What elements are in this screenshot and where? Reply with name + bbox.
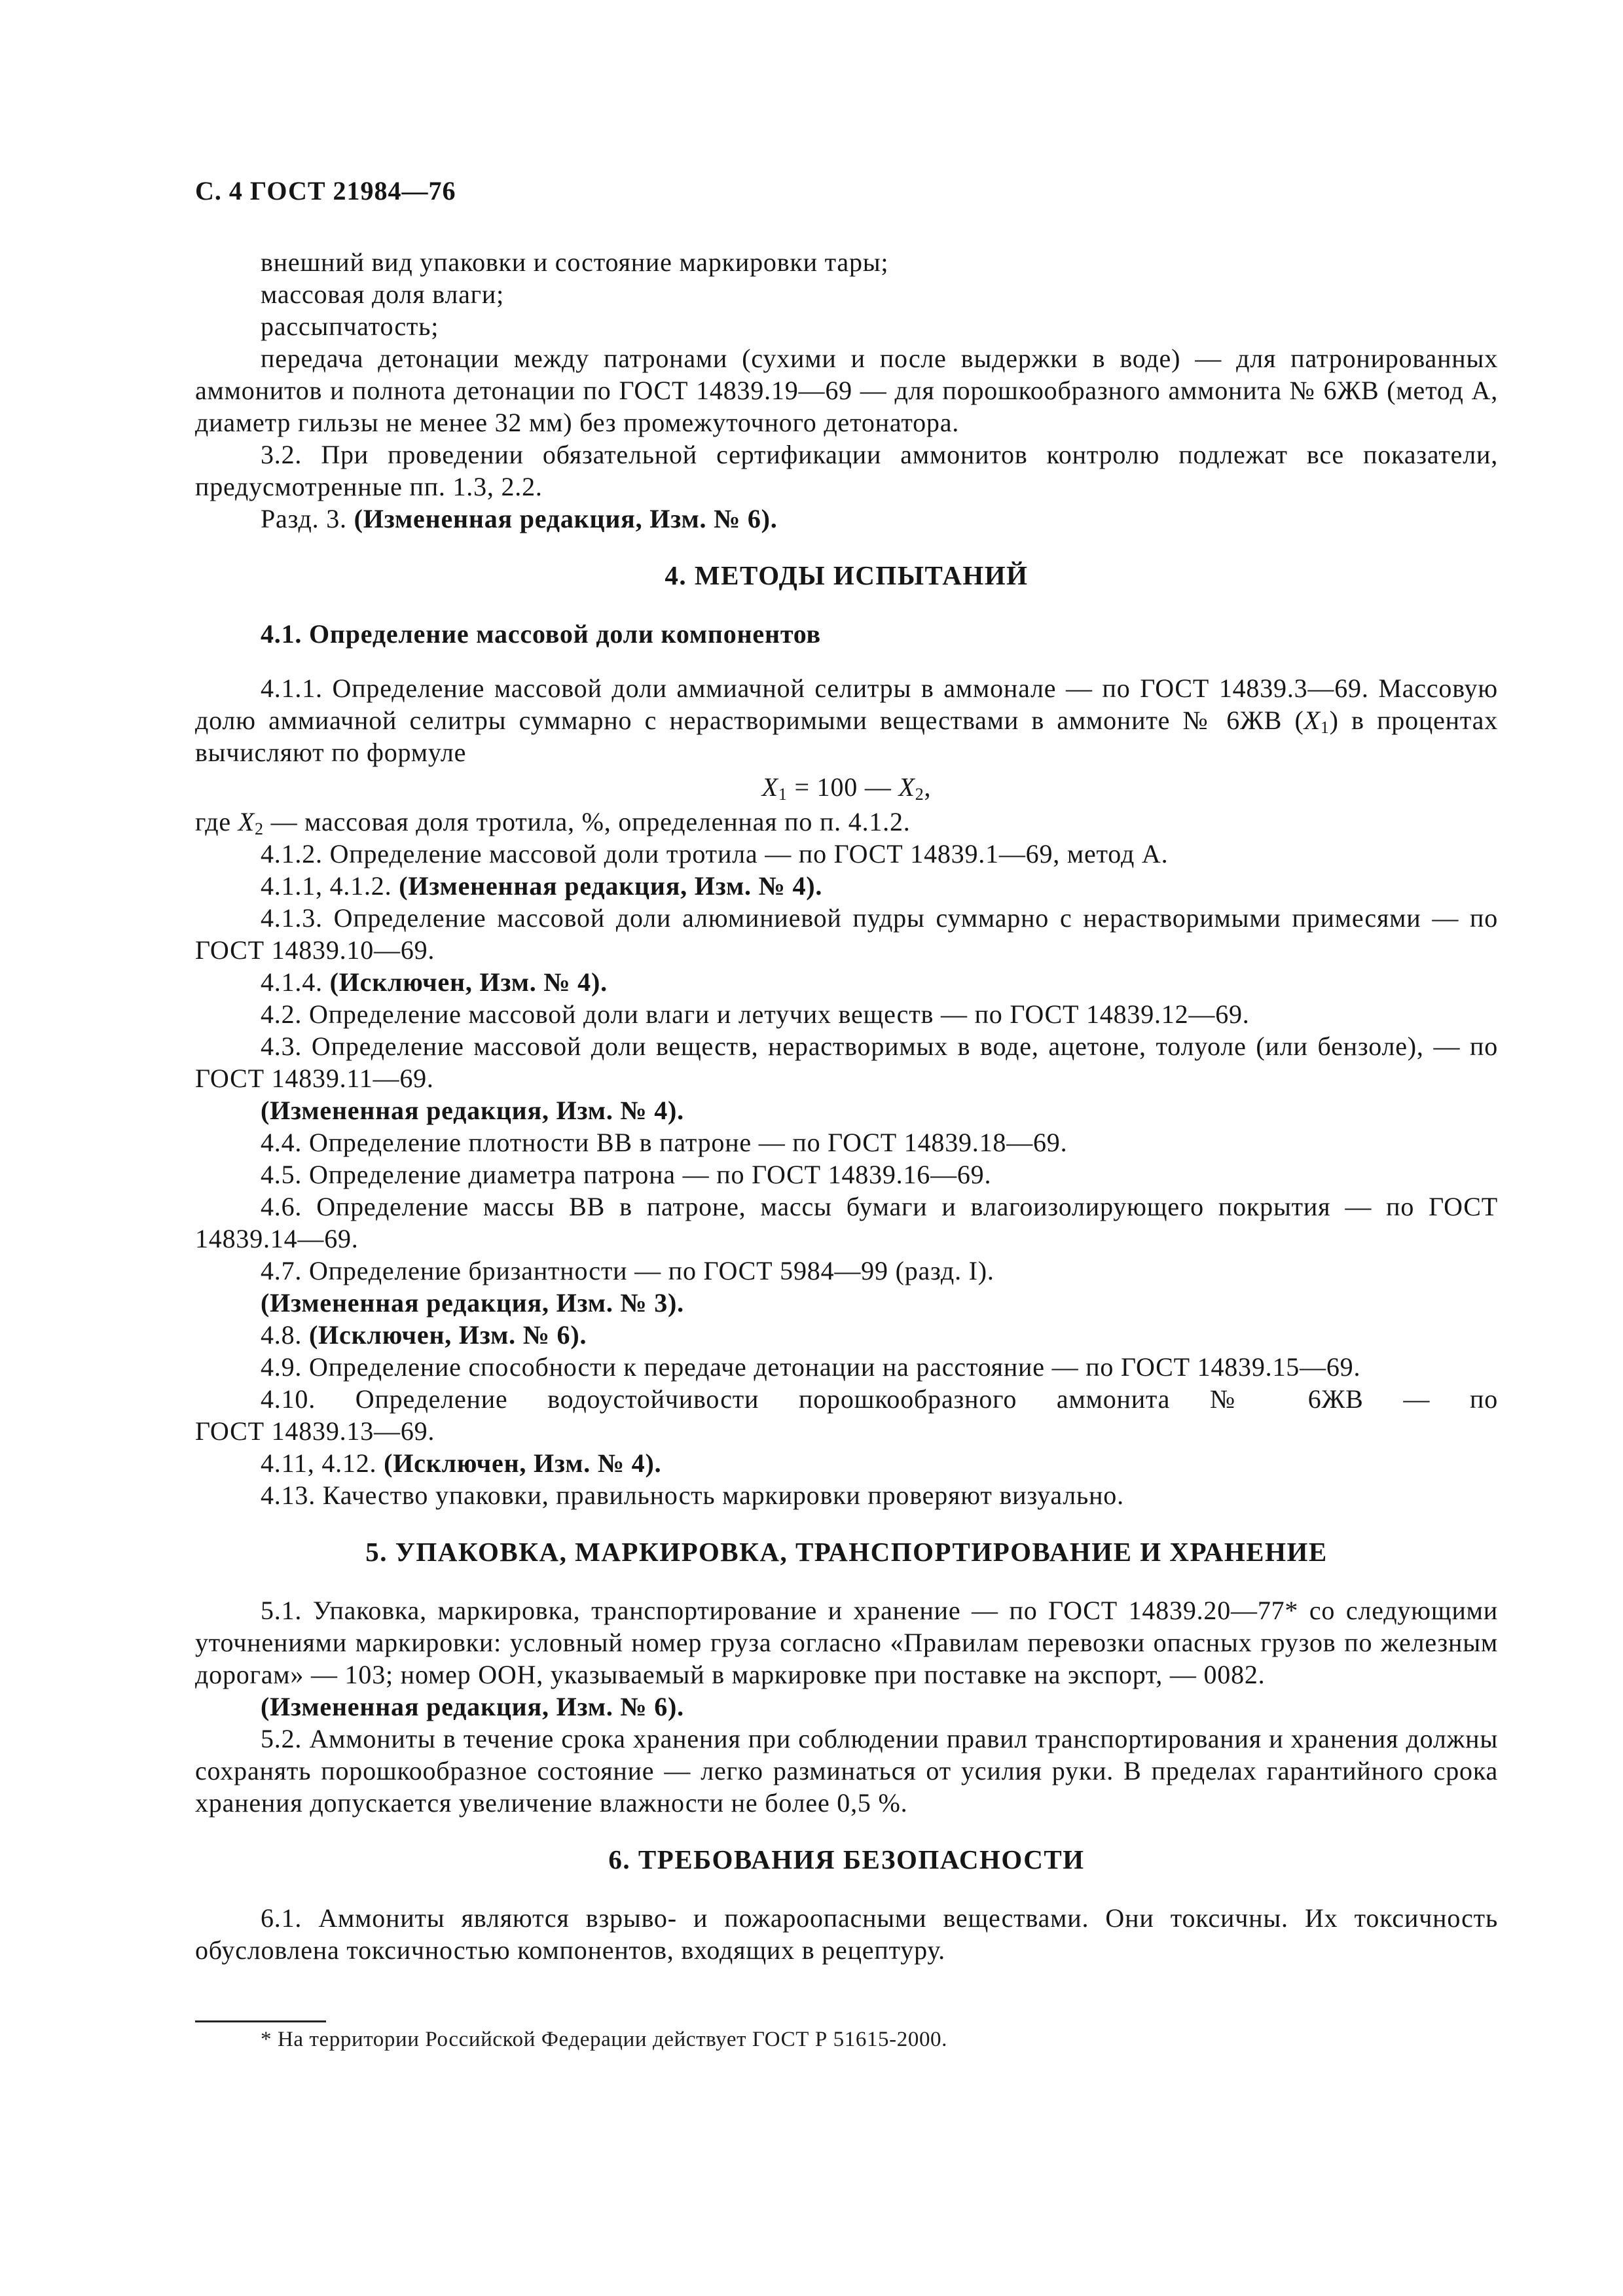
amendment-note-4-11 — [195, 1447, 1498, 1479]
amendment-bold: (Исключен, Изм. № 4). — [384, 1448, 662, 1478]
section-5-title: 5. УПАКОВКА, МАРКИРОВКА, ТРАНСПОРТИРОВАНИЕ И ХРАНЕНИЕ — [365, 1537, 1328, 1567]
paragraph-4-10-line2: ГОСТ 14839.13—69. — [195, 1416, 435, 1446]
amendment-bold: (Измененная редакция, Изм. № 4). — [399, 871, 823, 901]
formula-explanation — [195, 806, 1498, 838]
note-prefix: 4.8. — [261, 1320, 302, 1350]
amendment-note-4-7: (Измененная редакция, Изм. № 3). — [261, 1288, 684, 1318]
footnote: * На территории Российской Федерации действует ГОСТ Р 51615-2000. — [261, 2028, 947, 2051]
note-prefix: 4.11, 4.12. — [261, 1448, 377, 1478]
page-header: С. 4 ГОСТ 21984—76 — [195, 176, 456, 206]
text: ) в процентах вычисляют по формуле — [195, 706, 1498, 767]
formula-operator: = 100 — — [787, 772, 899, 802]
list-item: массовая доля влаги; — [261, 279, 504, 309]
amendment-bold: (Исключен, Изм. № 4). — [329, 967, 608, 997]
paragraph-4-5: 4.5. Определение диаметра патрона — по ГОСТ 14839.16—69. — [261, 1160, 992, 1189]
variable: X — [1304, 706, 1321, 735]
subsection-4-1-title: 4.1. Определение массовой доли компонентов — [261, 619, 821, 649]
paragraph-4-1-2: 4.1.2. Определение массовой доли тротила — по ГОСТ 14839.1—69, метод А. — [261, 839, 1169, 869]
list-item: внешний вид упаковки и состояние маркировки тары; — [261, 247, 889, 277]
subscript: 1 — [778, 785, 788, 804]
document-body — [195, 246, 1498, 1966]
paragraph-4-10-line1: 4.10. Определение водоустойчивости порошкообразного аммонита № 6ЖВ — по — [261, 1384, 1498, 1414]
subscript: 2 — [254, 819, 264, 838]
paragraph-4-6: 4.6. Определение массы ВВ в патроне, массы бумаги и влагоизолирующего покрытия — по ГОСТ 14839.14—69. — [195, 1192, 1498, 1253]
amendment-bold: (Измененная редакция, Изм. № 6). — [354, 504, 778, 533]
note-prefix: 4.1.1, 4.1.2. — [261, 871, 392, 901]
amendment-note-4-1-4 — [195, 966, 1498, 998]
amendment-note-5-1: (Измененная редакция, Изм. № 6). — [261, 1692, 684, 1721]
text: 4.1.1. Определение массовой доли аммиачной селитры в аммонале — по ГОСТ 14839.3—69. Массовую долю аммиачной селитры суммарно с нерастворимыми веществами в аммоните № 6ЖВ ( — [195, 673, 1498, 735]
paragraph-detonation: передача детонации между патронами (сухими и после выдержки в воде) — для патронированных аммонитов и полнота детонации по ГОСТ 14839.19—69 — для порошкообразного аммонита № 6ЖВ (метод А, диаметр гильзы не менее 32 мм) без промежуточного детонатора. — [195, 344, 1498, 437]
paragraph-4-13: 4.13. Качество упаковки, правильность маркировки проверяют визуально. — [261, 1480, 1124, 1510]
formula — [195, 771, 1498, 803]
note-prefix: 4.1.4. — [261, 967, 323, 997]
variable: X — [238, 807, 255, 836]
paragraph-4-3: 4.3. Определение массовой доли веществ, нерастворимых в воде, ацетоне, толуоле (или бензоле), — по ГОСТ 14839.11—69. — [195, 1031, 1498, 1093]
text: — массовая доля тротила, %, определенная по п. 4.1.2. — [263, 807, 911, 836]
variable: X — [898, 772, 915, 802]
subscript: 1 — [1320, 718, 1330, 737]
paragraph-4-1-3: 4.1.3. Определение массовой доли алюминиевой пудры суммарно с нерастворимыми примесями — по ГОСТ 14839.10—69. — [195, 903, 1498, 965]
paragraph-4-2: 4.2. Определение массовой доли влаги и летучих веществ — по ГОСТ 14839.12—69. — [261, 999, 1250, 1029]
paragraph-4-1-1 — [195, 672, 1498, 768]
variable: X — [761, 772, 778, 802]
section-4-title: 4. МЕТОДЫ ИСПЫТАНИЙ — [665, 560, 1029, 590]
amendment-note-4-3: (Измененная редакция, Изм. № 4). — [261, 1096, 684, 1125]
section-6-title: 6. ТРЕБОВАНИЯ БЕЗОПАСНОСТИ — [608, 1844, 1085, 1874]
paragraph-4-9: 4.9. Определение способности к передаче детонации на расстояние — по ГОСТ 14839.15—69. — [261, 1352, 1361, 1382]
paragraph-4-4: 4.4. Определение плотности ВВ в патроне — по ГОСТ 14839.18—69. — [261, 1128, 1068, 1157]
note-prefix: Разд. 3. — [261, 504, 347, 533]
paragraph-3-2: 3.2. При проведении обязательной сертификации аммонитов контролю подлежат все показатели, предусмотренные пп. 1.3, 2.2. — [195, 440, 1498, 501]
subscript: 2 — [915, 785, 924, 804]
footnote-divider — [195, 2020, 326, 2022]
formula-tail: , — [924, 772, 932, 802]
paragraph-6-1: 6.1. Аммониты являются взрыво- и пожароопасными веществами. Они токсичны. Их токсичность обусловлена токсичностью компонентов, входящих в рецептуру. — [195, 1903, 1498, 1965]
paragraph-5-1: 5.1. Упаковка, маркировка, транспортирование и хранение — по ГОСТ 14839.20—77* со следующими уточнениями маркировки: условный номер груза согласно «Правилам перевозки опасных грузов по железным дорогам» — 103; номер ООН, указываемый в маркировке при поставке на экспорт, — 0082. — [195, 1596, 1498, 1689]
amendment-note-razd3 — [195, 503, 1498, 535]
amendment-bold: (Исключен, Изм. № 6). — [309, 1320, 587, 1350]
paragraph-5-2: 5.2. Аммониты в течение срока хранения при соблюдении правил транспортирования и хранения должны сохранять порошкообразное состояние — легко разминаться от усилия руки. В пределах гарантийного срока хранения допускается увеличение влажности не более 0,5 %. — [195, 1724, 1498, 1818]
list-item: рассыпчатость; — [261, 312, 439, 341]
amendment-note-4-1 — [195, 870, 1498, 902]
text: где — [195, 807, 238, 836]
paragraph-4-7: 4.7. Определение бризантности — по ГОСТ 5984—99 (разд. I). — [261, 1256, 994, 1285]
amendment-note-4-8 — [195, 1319, 1498, 1351]
